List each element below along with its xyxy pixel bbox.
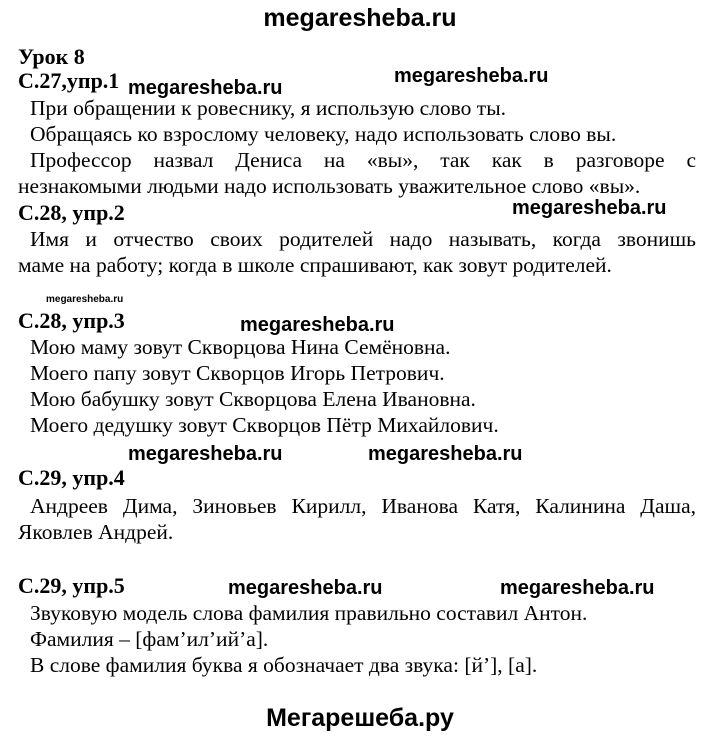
section-3-line-2: Моего папу зовут Скворцов Игорь Петрович. xyxy=(30,361,445,385)
section-3-heading: С.28, упр.3 xyxy=(18,308,125,333)
section-2-heading: С.28, упр.2 xyxy=(18,200,125,225)
watermark-inline: megaresheba.ru xyxy=(500,577,655,599)
section-3-line-1: Мою маму зовут Скворцова Нина Семёновна. xyxy=(30,335,451,359)
section-2-line-1: Имя и отчество своих родителей надо называть, когда звонишь xyxy=(30,227,696,251)
section-1-line-3: Профессор назвал Дениса на «вы», так как в разговоре с xyxy=(30,148,696,172)
section-3-line-3: Мою бабушку зовут Скворцова Елена Ивановна. xyxy=(30,387,476,411)
section-5-line-2: Фамилия – [фам’ил’ий’а]. xyxy=(30,627,269,651)
section-1-line-2: Обращаясь ко взрослому человеку, надо использовать слово вы. xyxy=(30,122,617,146)
section-4-heading: С.29, упр.4 xyxy=(18,465,125,490)
footer-watermark: Мегарешеба.ру xyxy=(266,704,454,732)
watermark-inline: megaresheba.ru xyxy=(128,443,283,465)
watermark-inline: megaresheba.ru xyxy=(228,577,383,599)
section-2-line-2: маме на работу; когда в школе спрашивают, как зовут родителей. xyxy=(18,253,612,277)
watermark-inline: megaresheba.ru xyxy=(128,77,283,99)
watermark-inline: megaresheba.ru xyxy=(512,197,667,219)
section-1-heading: С.27,упр.1 xyxy=(18,68,120,93)
section-1-line-4: незнакомыми людьми надо использовать уважительное слово «вы». xyxy=(18,174,641,198)
watermark-inline: megaresheba.ru xyxy=(368,443,523,465)
lesson-title: Урок 8 xyxy=(18,44,85,69)
section-1-line-1: При обращении к ровеснику, я использую слово ты. xyxy=(30,96,507,120)
section-5-line-1: Звуковую модель слова фамилия правильно составил Антон. xyxy=(30,601,588,625)
section-4-line-2: Яковлев Андрей. xyxy=(18,520,174,544)
top-watermark: megaresheba.ru xyxy=(263,4,457,32)
watermark-inline: megaresheba.ru xyxy=(240,314,395,336)
section-5-heading: С.29, упр.5 xyxy=(18,573,125,598)
section-3-line-4: Моего дедушку зовут Скворцов Пётр Михайлович. xyxy=(30,413,499,437)
section-5-line-3: В слове фамилия буква я обозначает два звука: [й’], [а]. xyxy=(30,653,538,677)
section-4-line-1: Андреев Дима, Зиновьев Кирилл, Иванова Катя, Калинина Даша, xyxy=(30,494,696,518)
watermark-inline: megaresheba.ru xyxy=(394,65,549,87)
watermark-small: megaresheba.ru xyxy=(46,294,124,305)
